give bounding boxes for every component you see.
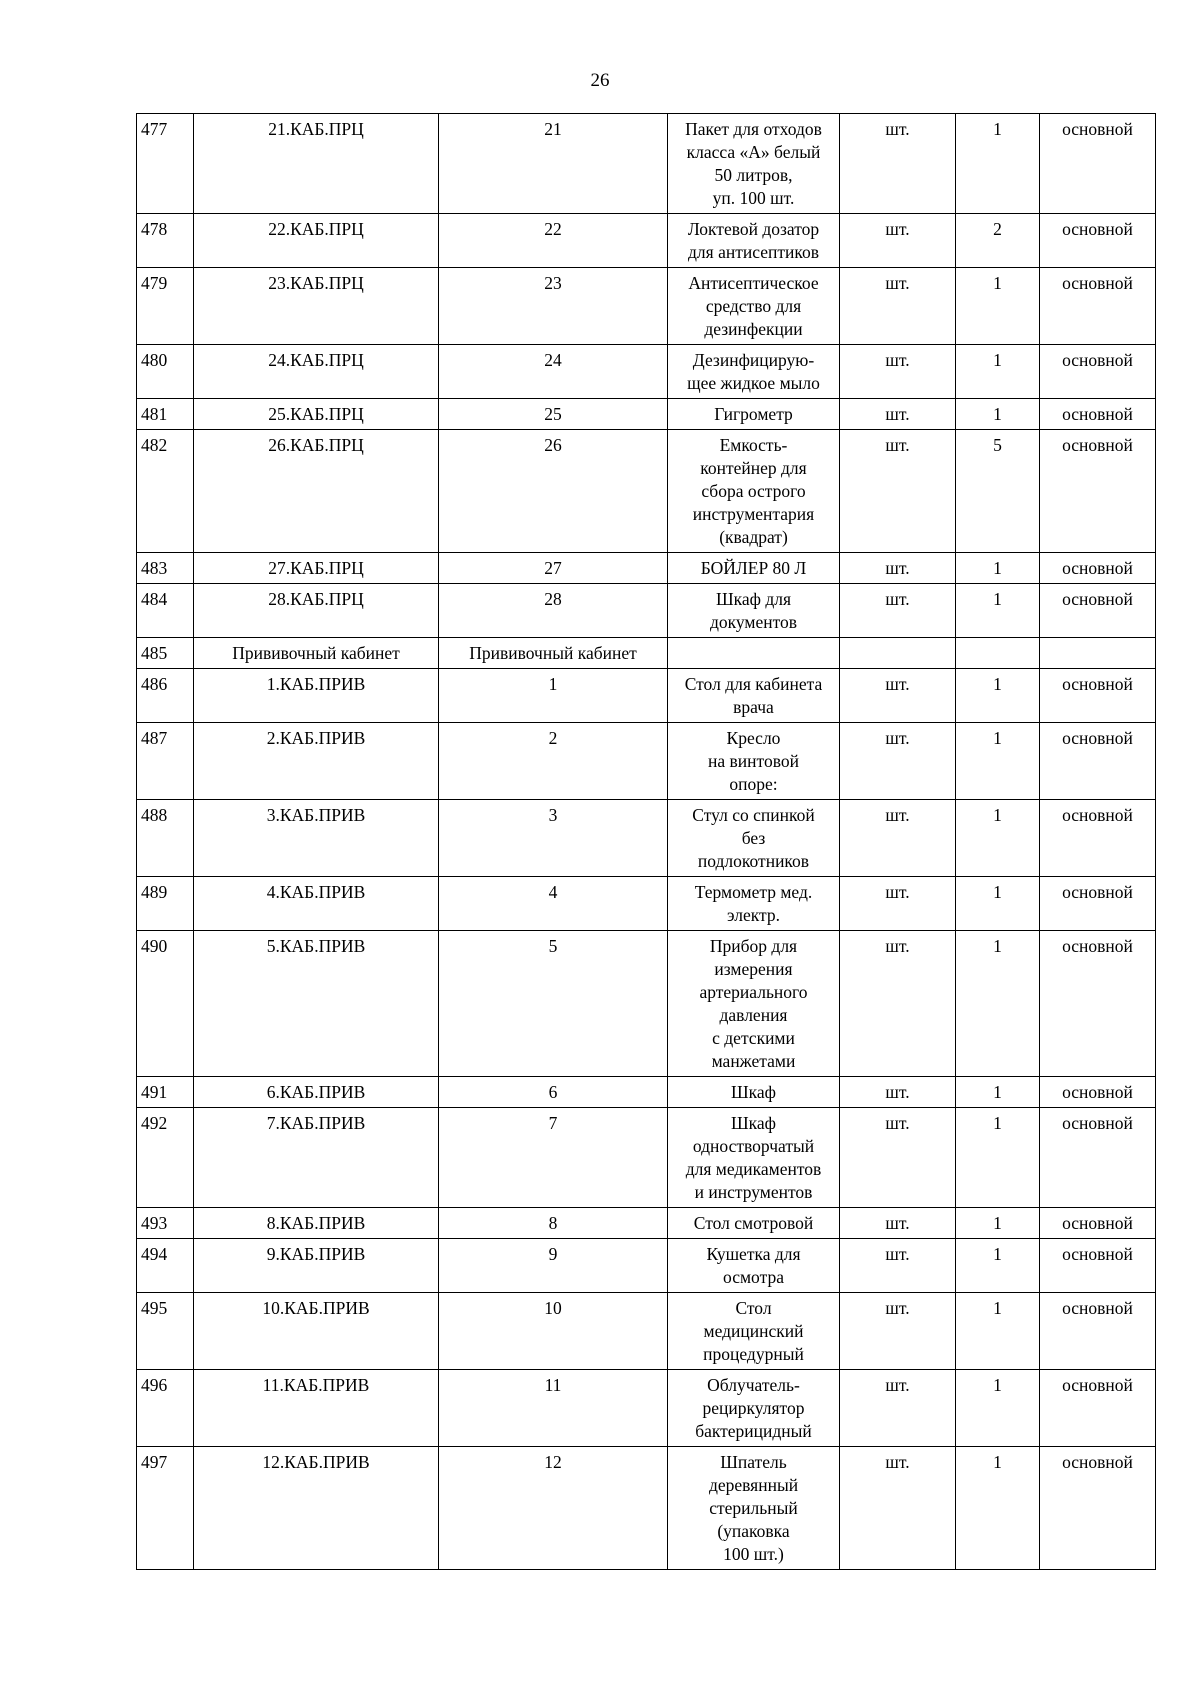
item-index-cell: 9 — [439, 1239, 668, 1293]
table-row — [137, 399, 1156, 430]
item-type-cell: основной — [1040, 553, 1156, 584]
item-quantity-cell: 2 — [956, 214, 1040, 268]
item-unit-cell: шт. — [840, 1370, 956, 1447]
row-number-cell: 485 — [137, 638, 194, 669]
row-number-cell: 486 — [137, 669, 194, 723]
table-row — [137, 1077, 1156, 1108]
item-quantity-cell: 1 — [956, 877, 1040, 931]
item-unit-cell: шт. — [840, 1108, 956, 1208]
item-code-cell: 22.КАБ.ПРЦ — [194, 214, 439, 268]
item-quantity-cell: 1 — [956, 1108, 1040, 1208]
table-row — [137, 1108, 1156, 1208]
item-quantity-cell: 1 — [956, 584, 1040, 638]
item-index-cell: 27 — [439, 553, 668, 584]
table-row — [137, 1370, 1156, 1447]
item-quantity-cell: 1 — [956, 1208, 1040, 1239]
row-number-cell: 494 — [137, 1239, 194, 1293]
item-type-cell: основной — [1040, 931, 1156, 1077]
item-name-cell: Локтевой дозатор для антисептиков — [668, 214, 840, 268]
item-quantity-cell: 1 — [956, 669, 1040, 723]
item-type-cell: основной — [1040, 800, 1156, 877]
item-name-cell: Стол медицинский процедурный — [668, 1293, 840, 1370]
item-type-cell: основной — [1040, 1239, 1156, 1293]
item-code-cell: 2.КАБ.ПРИВ — [194, 723, 439, 800]
item-unit-cell: шт. — [840, 1447, 956, 1570]
item-quantity-cell: 1 — [956, 1239, 1040, 1293]
item-quantity-cell: 1 — [956, 345, 1040, 399]
item-name-cell: Стол смотровой — [668, 1208, 840, 1239]
item-type-cell: основной — [1040, 399, 1156, 430]
table-row — [137, 800, 1156, 877]
table-row — [137, 114, 1156, 214]
item-index-cell: 7 — [439, 1108, 668, 1208]
row-number-cell: 479 — [137, 268, 194, 345]
item-name-cell: Шпатель деревянный стерильный (упаковка 100 шт.) — [668, 1447, 840, 1570]
item-index-cell: 22 — [439, 214, 668, 268]
item-name-cell: Емкость- контейнер для сбора острого инструментария (квадрат) — [668, 430, 840, 553]
table-row — [137, 638, 1156, 669]
item-code-cell: 21.КАБ.ПРЦ — [194, 114, 439, 214]
item-name-cell: Облучатель- рециркулятор бактерицидный — [668, 1370, 840, 1447]
row-number-cell: 489 — [137, 877, 194, 931]
row-number-cell: 481 — [137, 399, 194, 430]
item-unit-cell: шт. — [840, 1293, 956, 1370]
item-quantity-cell: 1 — [956, 1077, 1040, 1108]
item-quantity-cell: 1 — [956, 723, 1040, 800]
row-number-cell: 491 — [137, 1077, 194, 1108]
item-index-cell: Прививочный кабинет — [439, 638, 668, 669]
item-index-cell: 2 — [439, 723, 668, 800]
item-name-cell — [668, 638, 840, 669]
row-number-cell: 492 — [137, 1108, 194, 1208]
item-name-cell: Шкаф — [668, 1077, 840, 1108]
item-name-cell: Гигрометр — [668, 399, 840, 430]
item-unit-cell: шт. — [840, 669, 956, 723]
item-type-cell: основной — [1040, 430, 1156, 553]
row-number-cell: 493 — [137, 1208, 194, 1239]
item-quantity-cell: 1 — [956, 553, 1040, 584]
item-type-cell: основной — [1040, 345, 1156, 399]
item-code-cell: 8.КАБ.ПРИВ — [194, 1208, 439, 1239]
row-number-cell: 488 — [137, 800, 194, 877]
item-unit-cell: шт. — [840, 430, 956, 553]
row-number-cell: 490 — [137, 931, 194, 1077]
item-type-cell: основной — [1040, 1370, 1156, 1447]
item-name-cell: Термометр мед. электр. — [668, 877, 840, 931]
row-number-cell: 497 — [137, 1447, 194, 1570]
item-quantity-cell: 1 — [956, 931, 1040, 1077]
item-name-cell: Антисептическое средство для дезинфекции — [668, 268, 840, 345]
item-index-cell: 23 — [439, 268, 668, 345]
item-type-cell: основной — [1040, 1293, 1156, 1370]
item-name-cell: Прибор для измерения артериального давления с детскими манжетами — [668, 931, 840, 1077]
item-type-cell: основной — [1040, 114, 1156, 214]
table-row — [137, 1447, 1156, 1570]
item-unit-cell: шт. — [840, 931, 956, 1077]
item-index-cell: 4 — [439, 877, 668, 931]
item-code-cell: 3.КАБ.ПРИВ — [194, 800, 439, 877]
item-name-cell: Шкаф одностворчатый для медикаментов и инструментов — [668, 1108, 840, 1208]
row-number-cell: 480 — [137, 345, 194, 399]
item-quantity-cell: 1 — [956, 399, 1040, 430]
item-name-cell: Шкаф для документов — [668, 584, 840, 638]
item-type-cell: основной — [1040, 1108, 1156, 1208]
item-type-cell — [1040, 638, 1156, 669]
item-index-cell: 3 — [439, 800, 668, 877]
item-index-cell: 11 — [439, 1370, 668, 1447]
item-unit-cell: шт. — [840, 345, 956, 399]
item-code-cell: 10.КАБ.ПРИВ — [194, 1293, 439, 1370]
table-row — [137, 669, 1156, 723]
item-index-cell: 21 — [439, 114, 668, 214]
item-code-cell: Прививочный кабинет — [194, 638, 439, 669]
item-code-cell: 6.КАБ.ПРИВ — [194, 1077, 439, 1108]
table-row — [137, 584, 1156, 638]
item-code-cell: 4.КАБ.ПРИВ — [194, 877, 439, 931]
item-index-cell: 26 — [439, 430, 668, 553]
item-quantity-cell: 1 — [956, 1447, 1040, 1570]
table-row — [137, 214, 1156, 268]
item-index-cell: 6 — [439, 1077, 668, 1108]
item-unit-cell: шт. — [840, 584, 956, 638]
item-quantity-cell: 1 — [956, 114, 1040, 214]
item-name-cell: Кушетка для осмотра — [668, 1239, 840, 1293]
row-number-cell: 484 — [137, 584, 194, 638]
item-name-cell: БОЙЛЕР 80 Л — [668, 553, 840, 584]
table-row — [137, 430, 1156, 553]
item-index-cell: 12 — [439, 1447, 668, 1570]
item-code-cell: 5.КАБ.ПРИВ — [194, 931, 439, 1077]
item-code-cell: 23.КАБ.ПРЦ — [194, 268, 439, 345]
item-quantity-cell — [956, 638, 1040, 669]
item-name-cell: Стол для кабинета врача — [668, 669, 840, 723]
item-unit-cell: шт. — [840, 1077, 956, 1108]
item-type-cell: основной — [1040, 268, 1156, 345]
item-index-cell: 8 — [439, 1208, 668, 1239]
item-unit-cell: шт. — [840, 723, 956, 800]
item-index-cell: 28 — [439, 584, 668, 638]
table-row — [137, 553, 1156, 584]
table-row — [137, 723, 1156, 800]
item-unit-cell: шт. — [840, 553, 956, 584]
item-quantity-cell: 5 — [956, 430, 1040, 553]
item-quantity-cell: 1 — [956, 268, 1040, 345]
row-number-cell: 487 — [137, 723, 194, 800]
table-row — [137, 1208, 1156, 1239]
equipment-table — [136, 113, 1156, 1570]
item-code-cell: 11.КАБ.ПРИВ — [194, 1370, 439, 1447]
item-code-cell: 9.КАБ.ПРИВ — [194, 1239, 439, 1293]
item-code-cell: 1.КАБ.ПРИВ — [194, 669, 439, 723]
item-index-cell: 25 — [439, 399, 668, 430]
page-number: 26 — [590, 70, 610, 91]
item-code-cell: 26.КАБ.ПРЦ — [194, 430, 439, 553]
item-index-cell: 1 — [439, 669, 668, 723]
item-type-cell: основной — [1040, 877, 1156, 931]
table-row — [137, 931, 1156, 1077]
item-unit-cell: шт. — [840, 114, 956, 214]
item-unit-cell: шт. — [840, 1208, 956, 1239]
item-unit-cell: шт. — [840, 268, 956, 345]
item-code-cell: 24.КАБ.ПРЦ — [194, 345, 439, 399]
item-code-cell: 27.КАБ.ПРЦ — [194, 553, 439, 584]
table-row — [137, 1239, 1156, 1293]
table-body — [137, 114, 1156, 1570]
item-unit-cell: шт. — [840, 800, 956, 877]
item-type-cell: основной — [1040, 1208, 1156, 1239]
table-row — [137, 268, 1156, 345]
item-index-cell: 10 — [439, 1293, 668, 1370]
item-unit-cell — [840, 638, 956, 669]
item-unit-cell: шт. — [840, 214, 956, 268]
item-unit-cell: шт. — [840, 877, 956, 931]
item-name-cell: Пакет для отходов класса «А» белый 50 литров, уп. 100 шт. — [668, 114, 840, 214]
item-name-cell: Дезинфицирую- щее жидкое мыло — [668, 345, 840, 399]
row-number-cell: 477 — [137, 114, 194, 214]
item-name-cell: Кресло на винтовой опоре: — [668, 723, 840, 800]
item-type-cell: основной — [1040, 1447, 1156, 1570]
row-number-cell: 496 — [137, 1370, 194, 1447]
item-unit-cell: шт. — [840, 1239, 956, 1293]
item-code-cell: 25.КАБ.ПРЦ — [194, 399, 439, 430]
item-type-cell: основной — [1040, 723, 1156, 800]
item-quantity-cell: 1 — [956, 800, 1040, 877]
table-row — [137, 345, 1156, 399]
item-code-cell: 12.КАБ.ПРИВ — [194, 1447, 439, 1570]
row-number-cell: 495 — [137, 1293, 194, 1370]
row-number-cell: 478 — [137, 214, 194, 268]
item-index-cell: 5 — [439, 931, 668, 1077]
row-number-cell: 483 — [137, 553, 194, 584]
item-code-cell: 7.КАБ.ПРИВ — [194, 1108, 439, 1208]
item-type-cell: основной — [1040, 1077, 1156, 1108]
table-row — [137, 877, 1156, 931]
item-unit-cell: шт. — [840, 399, 956, 430]
item-code-cell: 28.КАБ.ПРЦ — [194, 584, 439, 638]
item-index-cell: 24 — [439, 345, 668, 399]
item-name-cell: Стул со спинкой без подлокотников — [668, 800, 840, 877]
row-number-cell: 482 — [137, 430, 194, 553]
item-quantity-cell: 1 — [956, 1370, 1040, 1447]
item-quantity-cell: 1 — [956, 1293, 1040, 1370]
item-type-cell: основной — [1040, 669, 1156, 723]
item-type-cell: основной — [1040, 584, 1156, 638]
table-row — [137, 1293, 1156, 1370]
item-type-cell: основной — [1040, 214, 1156, 268]
